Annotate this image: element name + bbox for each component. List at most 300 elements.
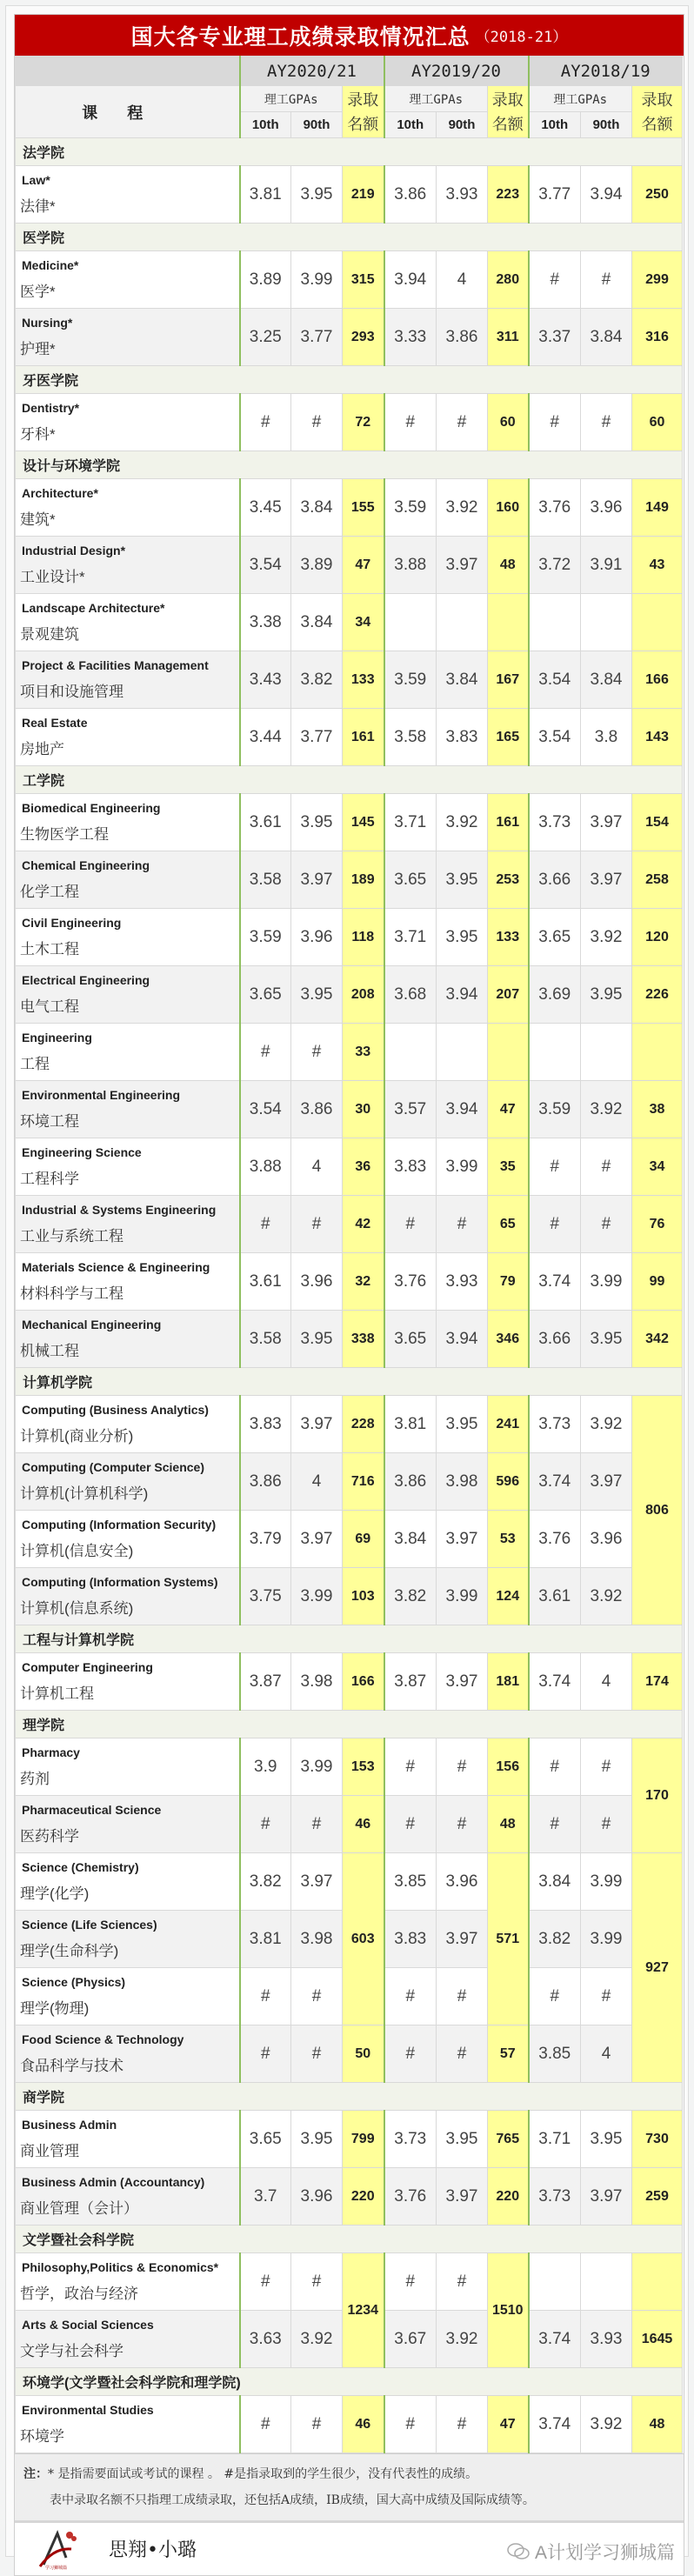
gpa-10th-cell: # <box>529 1796 581 1853</box>
gpa-90th-cell: # <box>291 2253 343 2311</box>
course-name-en: Electrical Engineering <box>22 973 150 987</box>
gpa-90th-cell: 3.89 <box>291 537 343 594</box>
course-name-en: Project & Facilities Management <box>22 658 209 672</box>
gpa-90th-cell: 3.97 <box>291 851 343 909</box>
gpa-90th-cell: # <box>581 1968 632 2025</box>
gpa-10th-cell: 3.94 <box>384 251 437 309</box>
admission-quota-cell: 160 <box>488 479 529 537</box>
course-name-zh: 理学(化学) <box>20 1885 90 1902</box>
gpa-10th-cell: 3.38 <box>240 594 291 651</box>
course-name-zh: 机械工程 <box>20 1343 79 1359</box>
gpa-90th-cell: # <box>437 2025 488 2083</box>
gpa-10th-cell: 3.88 <box>240 1138 291 1196</box>
gpa-10th-cell: 3.89 <box>240 251 291 309</box>
course-name-zh: 景观建筑 <box>20 626 79 643</box>
admission-quota-cell: 253 <box>488 851 529 909</box>
gpa-90th-cell: 3.99 <box>581 1911 632 1968</box>
course-name-en: Computing (Computer Science) <box>22 1460 205 1474</box>
gpa-90th-cell: 3.77 <box>291 309 343 366</box>
gpa-90th-cell: # <box>291 2396 343 2453</box>
course-name <box>16 166 240 224</box>
course-name <box>16 1968 240 2025</box>
table-row <box>16 1024 683 1081</box>
table-row <box>16 1138 683 1196</box>
admission-quota-cell: 133 <box>343 651 384 709</box>
gpa-10th-cell: 3.81 <box>384 1396 437 1453</box>
gpa-90th-cell: 3.93 <box>437 166 488 224</box>
course-name <box>16 1196 240 1253</box>
gpa-90th-cell: 3.92 <box>437 794 488 851</box>
table-row <box>16 1253 683 1311</box>
table-row <box>16 1396 683 1453</box>
admission-quota-cell: 65 <box>488 1196 529 1253</box>
course-name-zh: 工业与系统工程 <box>20 1228 123 1245</box>
admission-quota-cell: 153 <box>343 1738 384 1796</box>
gpa-10th-cell: 3.71 <box>384 909 437 966</box>
gpa-90th-cell: 3.95 <box>291 1311 343 1368</box>
admission-quota-cell: 34 <box>343 594 384 651</box>
course-name-en: Pharmaceutical Science <box>22 1803 162 1817</box>
admission-quota-cell: 259 <box>632 2168 683 2226</box>
gpa-10th-cell: 3.87 <box>240 1653 291 1711</box>
percentile-10-header: 10th <box>529 112 581 138</box>
admission-quota-cell <box>488 594 529 651</box>
course-name-en: Engineering <box>22 1031 92 1044</box>
gpa-10th-cell: 3.65 <box>384 1311 437 1368</box>
gpa-90th-cell: 3.93 <box>437 1253 488 1311</box>
gpa-10th-cell: 3.86 <box>384 166 437 224</box>
quota-header: 录取 名额 <box>343 86 384 138</box>
admission-quota-cell: 311 <box>488 309 529 366</box>
course-name <box>16 2396 240 2453</box>
gpa-10th-cell: 3.33 <box>384 309 437 366</box>
year-header: AY2018/19 <box>529 57 683 86</box>
admission-quota-cell: 143 <box>632 709 683 766</box>
course-name-zh: 计算机工程 <box>20 1685 94 1702</box>
course-name-en: Industrial & Systems Engineering <box>22 1203 217 1217</box>
admission-quota-cell: 145 <box>343 794 384 851</box>
admission-quota-cell: 596 <box>488 1453 529 1511</box>
admission-quota-cell: 338 <box>343 1311 384 1368</box>
course-name-zh: 计算机(信息系统) <box>20 1600 134 1617</box>
gpa-10th-cell: 3.68 <box>384 966 437 1024</box>
course-name <box>16 2111 240 2168</box>
admission-quota-cell: 47 <box>488 1081 529 1138</box>
admission-quota-cell: 33 <box>343 1024 384 1081</box>
course-name-en: Architecture* <box>22 486 98 500</box>
course-name <box>16 537 240 594</box>
gpa-90th-cell: 3.86 <box>437 309 488 366</box>
admission-quota-cell <box>632 1024 683 1081</box>
gpa-90th-cell: 3.97 <box>291 1853 343 1911</box>
gpa-10th-cell: 3.54 <box>240 1081 291 1138</box>
admission-quota-cell: 806 <box>632 1396 683 1625</box>
course-name-zh: 法律* <box>20 198 56 215</box>
table-row <box>16 479 683 537</box>
gpa-90th-cell: # <box>291 1024 343 1081</box>
gpa-90th-cell: 3.99 <box>581 1253 632 1311</box>
gpa-90th-cell: 3.99 <box>291 1738 343 1796</box>
table-row <box>16 251 683 309</box>
gpa-10th-cell: # <box>384 2253 437 2311</box>
gpa-10th-cell: # <box>384 2396 437 2453</box>
section-header <box>16 138 683 166</box>
table-row <box>16 1196 683 1253</box>
admission-quota-cell: 1645 <box>632 2311 683 2368</box>
gpa-90th-cell: # <box>437 1796 488 1853</box>
gpa-10th-cell: 3.75 <box>240 1568 291 1625</box>
gpa-10th-cell: 3.58 <box>240 1311 291 1368</box>
course-name-zh: 医药科学 <box>20 1828 79 1845</box>
percentile-90-header: 90th <box>581 112 632 138</box>
course-name <box>16 1568 240 1625</box>
gpa-90th-cell: 3.92 <box>437 479 488 537</box>
gpa-10th-cell: 3.9 <box>240 1738 291 1796</box>
course-name-en: Chemical Engineering <box>22 858 150 872</box>
gpa-10th-cell: 3.73 <box>529 794 581 851</box>
gpa-10th-cell: 3.86 <box>384 1453 437 1511</box>
table-row <box>16 1738 683 1796</box>
course-name <box>16 709 240 766</box>
course-name <box>16 1796 240 1853</box>
gpa-10th-cell: 3.69 <box>529 966 581 1024</box>
gpa-10th-cell: 3.82 <box>529 1911 581 1968</box>
course-name <box>16 651 240 709</box>
gpa-10th-cell: 3.59 <box>240 909 291 966</box>
gpa-90th-cell: 3.84 <box>581 309 632 366</box>
gpa-10th-cell: 3.43 <box>240 651 291 709</box>
course-name-zh: 文学与社会科学 <box>20 2343 123 2359</box>
gpa-90th-cell: # <box>581 394 632 451</box>
table-row <box>16 1853 683 1911</box>
admission-quota-cell: 166 <box>632 651 683 709</box>
section-header <box>16 366 683 394</box>
gpa-10th-cell: # <box>529 1138 581 1196</box>
gpa-90th-cell: 3.97 <box>437 1653 488 1711</box>
gpa-90th-cell: 3.95 <box>437 2111 488 2168</box>
note-line-1: * 是指需要面试或考试的课程 。 #是指录取到的学生很少，没有代表性的成绩。 <box>48 2467 478 2481</box>
gpa-10th-cell: 3.63 <box>240 2311 291 2368</box>
admission-quota-cell: 603 <box>343 1853 384 2025</box>
admission-quota-cell: 48 <box>632 2396 683 2453</box>
title-years: （2018-21） <box>475 29 568 46</box>
admission-quota-cell: 72 <box>343 394 384 451</box>
section-header <box>16 451 683 479</box>
admission-quota-cell: 50 <box>343 2025 384 2083</box>
section-title: 工程与计算机学院 <box>16 1625 683 1653</box>
course-name-en: Science (Physics) <box>22 1975 126 1989</box>
gpa-90th-cell: 3.97 <box>581 794 632 851</box>
gpa-10th-cell: 3.37 <box>529 309 581 366</box>
course-name-zh: 房地产 <box>20 741 64 757</box>
gpa-10th-cell: 3.83 <box>384 1138 437 1196</box>
section-header <box>16 1368 683 1396</box>
gpa-90th-cell: 3.94 <box>437 966 488 1024</box>
gpa-10th-cell: 3.74 <box>529 2396 581 2453</box>
gpa-90th-cell <box>581 1024 632 1081</box>
gpa-90th-cell: 3.97 <box>437 1511 488 1568</box>
table-row <box>16 1796 683 1853</box>
gpa-10th-cell: 3.65 <box>384 851 437 909</box>
course-name-en: Law* <box>22 173 50 187</box>
gpa-10th-cell: 3.65 <box>240 966 291 1024</box>
admission-quota-cell: 571 <box>488 1853 529 2025</box>
gpa-10th-cell: 3.76 <box>529 479 581 537</box>
table-row <box>16 1653 683 1711</box>
course-name-zh: 电气工程 <box>20 998 79 1015</box>
gpa-90th-cell: 3.97 <box>437 537 488 594</box>
course-name-en: Civil Engineering <box>22 916 122 930</box>
course-name-en: Computing (Information Security) <box>22 1518 217 1532</box>
gpa-10th-cell: # <box>240 394 291 451</box>
gpa-90th-cell <box>581 594 632 651</box>
footer <box>15 2520 684 2575</box>
gpa-10th-cell: 3.83 <box>384 1911 437 1968</box>
admission-quota-cell: 43 <box>632 537 683 594</box>
course-name-en: Arts & Social Sciences <box>22 2318 154 2332</box>
course-name-en: Mechanical Engineering <box>22 1318 162 1331</box>
gpa-header: 理工GPAs <box>529 86 632 112</box>
gpa-header: 理工GPAs <box>240 86 343 112</box>
course-name-zh: 工程科学 <box>20 1171 79 1187</box>
gpa-90th-cell: 3.92 <box>581 1568 632 1625</box>
table-row <box>16 2253 683 2311</box>
admission-quota-cell: 36 <box>343 1138 384 1196</box>
gpa-90th-cell: 3.99 <box>581 1853 632 1911</box>
admission-quota-cell <box>632 594 683 651</box>
gpa-90th-cell: # <box>291 2025 343 2083</box>
admission-quota-cell: 730 <box>632 2111 683 2168</box>
gpa-90th-cell: 4 <box>581 1653 632 1711</box>
course-name-en: Real Estate <box>22 716 88 730</box>
gpa-90th-cell: # <box>581 1196 632 1253</box>
gpa-90th-cell <box>437 594 488 651</box>
gpa-10th-cell: # <box>240 2253 291 2311</box>
gpa-10th-cell: # <box>384 1196 437 1253</box>
gpa-10th-cell: # <box>240 1968 291 2025</box>
course-name <box>16 1024 240 1081</box>
admission-quota-cell: 79 <box>488 1253 529 1311</box>
gpa-10th-cell: 3.82 <box>384 1568 437 1625</box>
gpa-10th-cell: 3.66 <box>529 1311 581 1368</box>
gpa-10th-cell: 3.66 <box>529 851 581 909</box>
section-title: 理学院 <box>16 1711 683 1738</box>
gpa-90th-cell: # <box>437 1968 488 2025</box>
gpa-10th-cell: 3.74 <box>529 1453 581 1511</box>
table-row <box>16 966 683 1024</box>
gpa-90th-cell: 3.84 <box>581 651 632 709</box>
admission-quota-cell: 60 <box>488 394 529 451</box>
gpa-10th-cell: # <box>384 394 437 451</box>
course-name <box>16 479 240 537</box>
gpa-10th-cell: 3.71 <box>529 2111 581 2168</box>
gpa-90th-cell: 3.77 <box>291 709 343 766</box>
admission-quota-cell: 241 <box>488 1396 529 1453</box>
gpa-10th-cell: 3.57 <box>384 1081 437 1138</box>
header-corner <box>16 57 240 86</box>
gpa-90th-cell: 3.94 <box>437 1081 488 1138</box>
gpa-90th-cell: 3.97 <box>581 2168 632 2226</box>
gpa-90th-cell: 3.92 <box>581 1396 632 1453</box>
admission-quota-cell: 42 <box>343 1196 384 1253</box>
gpa-10th-cell: 3.74 <box>529 1253 581 1311</box>
gpa-10th-cell: 3.81 <box>240 1911 291 1968</box>
admission-quota-cell: 226 <box>632 966 683 1024</box>
gpa-90th-cell: 3.96 <box>291 909 343 966</box>
page-title: 国大各专业理工成绩录取情况汇总 <box>130 23 470 50</box>
course-name-zh: 工业设计* <box>20 569 85 585</box>
course-name <box>16 1138 240 1196</box>
table-body <box>16 138 683 2453</box>
gpa-90th-cell: 3.93 <box>581 2311 632 2368</box>
gpa-90th-cell: 3.95 <box>291 166 343 224</box>
course-name-zh: 哲学，政治与经济 <box>20 2286 138 2302</box>
course-name <box>16 594 240 651</box>
course-name-zh: 土木工程 <box>20 941 79 958</box>
course-name-en: Food Science & Technology <box>22 2032 184 2046</box>
gpa-10th-cell: 3.54 <box>529 709 581 766</box>
gpa-10th-cell: 3.54 <box>240 537 291 594</box>
gpa-90th-cell: 3.97 <box>291 1511 343 1568</box>
course-name-zh: 理学(生命科学) <box>20 1943 119 1959</box>
gpa-90th-cell: # <box>437 2253 488 2311</box>
gpa-90th-cell: 3.98 <box>437 1453 488 1511</box>
gpa-10th-cell: # <box>240 1024 291 1081</box>
gpa-90th-cell: # <box>581 251 632 309</box>
section-header <box>16 1625 683 1653</box>
admission-quota-cell: 165 <box>488 709 529 766</box>
gpa-header: 理工GPAs <box>384 86 488 112</box>
gpa-10th-cell: 3.86 <box>240 1453 291 1511</box>
course-name <box>16 966 240 1024</box>
admission-quota-cell: 223 <box>488 166 529 224</box>
admission-quota-cell: 161 <box>343 709 384 766</box>
course-name-zh: 商业管理 <box>20 2143 79 2159</box>
table-row <box>16 909 683 966</box>
admission-quota-cell: 167 <box>488 651 529 709</box>
course-name-zh: 生物医学工程 <box>20 826 109 843</box>
admission-quota-cell: 30 <box>343 1081 384 1138</box>
admission-quota-cell: 120 <box>632 909 683 966</box>
summary-sheet <box>14 14 684 2576</box>
gpa-10th-cell: 3.77 <box>529 166 581 224</box>
gpa-90th-cell: 3.95 <box>581 2111 632 2168</box>
gpa-10th-cell: 3.72 <box>529 537 581 594</box>
gpa-90th-cell: 3.84 <box>291 594 343 651</box>
quota-header: 录取 名额 <box>632 86 683 138</box>
section-title: 文学暨社会科学院 <box>16 2226 683 2253</box>
gpa-10th-cell: # <box>384 1968 437 2025</box>
admission-quota-cell: 48 <box>488 537 529 594</box>
quota-header: 录取 名额 <box>488 86 529 138</box>
admission-quota-cell: 927 <box>632 1853 683 2083</box>
course-name <box>16 394 240 451</box>
course-name <box>16 2311 240 2368</box>
gpa-90th-cell: 3.96 <box>437 1853 488 1911</box>
gpa-90th-cell: 3.97 <box>437 2168 488 2226</box>
gpa-90th-cell: 3.84 <box>291 479 343 537</box>
gpa-90th-cell: 4 <box>437 251 488 309</box>
course-name-en: Pharmacy <box>22 1745 80 1759</box>
section-title: 法学院 <box>16 138 683 166</box>
gpa-90th-cell: # <box>437 1738 488 1796</box>
gpa-10th-cell: 3.58 <box>240 851 291 909</box>
gpa-10th-cell: 3.45 <box>240 479 291 537</box>
gpa-90th-cell: 3.99 <box>291 1568 343 1625</box>
brand-name: 思翔•小璐 <box>109 2539 197 2561</box>
gpa-90th-cell: 4 <box>291 1138 343 1196</box>
admission-quota-cell: 765 <box>488 2111 529 2168</box>
gpa-10th-cell: 3.88 <box>384 537 437 594</box>
admission-quota-cell: 299 <box>632 251 683 309</box>
gpa-10th-cell: # <box>529 251 581 309</box>
percentile-10-header: 10th <box>384 112 437 138</box>
gpa-90th-cell: 3.97 <box>291 1396 343 1453</box>
table-row <box>16 1081 683 1138</box>
course-name-zh: 化学工程 <box>20 884 79 900</box>
gpa-90th-cell: 3.98 <box>291 1653 343 1711</box>
admission-quota-cell: 57 <box>488 2025 529 2083</box>
gpa-10th-cell: 3.74 <box>529 2311 581 2368</box>
gpa-90th-cell: # <box>291 1796 343 1853</box>
admission-quota-cell: 99 <box>632 1253 683 1311</box>
gpa-10th-cell: 3.73 <box>529 2168 581 2226</box>
course-column-header: 课程 <box>16 86 240 138</box>
admission-quota-cell: 47 <box>343 537 384 594</box>
percentile-10-header: 10th <box>240 112 291 138</box>
gpa-10th-cell <box>529 594 581 651</box>
gpa-10th-cell: 3.76 <box>384 2168 437 2226</box>
course-name-zh: 药剂 <box>20 1771 50 1787</box>
table-row <box>16 394 683 451</box>
course-name <box>16 1853 240 1911</box>
gpa-10th-cell <box>529 2253 581 2311</box>
admission-quota-cell: 1234 <box>343 2253 384 2368</box>
gpa-90th-cell: 3.97 <box>437 1911 488 1968</box>
admission-quota-cell: 293 <box>343 309 384 366</box>
table-row <box>16 309 683 366</box>
gpa-10th-cell <box>384 1024 437 1081</box>
gpa-10th-cell: 3.73 <box>384 2111 437 2168</box>
admission-quota-cell: 47 <box>488 2396 529 2453</box>
admission-quota-cell: 133 <box>488 909 529 966</box>
gpa-90th-cell: 3.84 <box>437 651 488 709</box>
course-name <box>16 1253 240 1311</box>
admission-quota-cell: 799 <box>343 2111 384 2168</box>
gpa-10th-cell: 3.76 <box>384 1253 437 1311</box>
gpa-10th-cell: # <box>240 1796 291 1853</box>
course-name-zh: 环境工程 <box>20 1113 79 1130</box>
admission-quota-cell: 342 <box>632 1311 683 1368</box>
course-name-zh: 理学(物理) <box>20 2000 90 2017</box>
gpa-10th-cell: 3.81 <box>240 166 291 224</box>
gpa-90th-cell: 3.92 <box>581 2396 632 2453</box>
gpa-90th-cell: 4 <box>291 1453 343 1511</box>
gpa-90th-cell: 3.92 <box>581 909 632 966</box>
gpa-90th-cell: # <box>437 394 488 451</box>
gpa-10th-cell: 3.61 <box>240 1253 291 1311</box>
course-name-en: Science (Chemistry) <box>22 1860 139 1874</box>
gpa-90th-cell: 3.91 <box>581 537 632 594</box>
brand-logo-icon <box>37 2528 82 2570</box>
year-header: AY2020/21 <box>240 57 384 86</box>
admission-quota-cell: 315 <box>343 251 384 309</box>
gpa-10th-cell <box>384 594 437 651</box>
gpa-90th-cell: 3.95 <box>437 851 488 909</box>
notes <box>15 2453 684 2520</box>
gpa-10th-cell: 3.84 <box>384 1511 437 1568</box>
table-row <box>16 166 683 224</box>
